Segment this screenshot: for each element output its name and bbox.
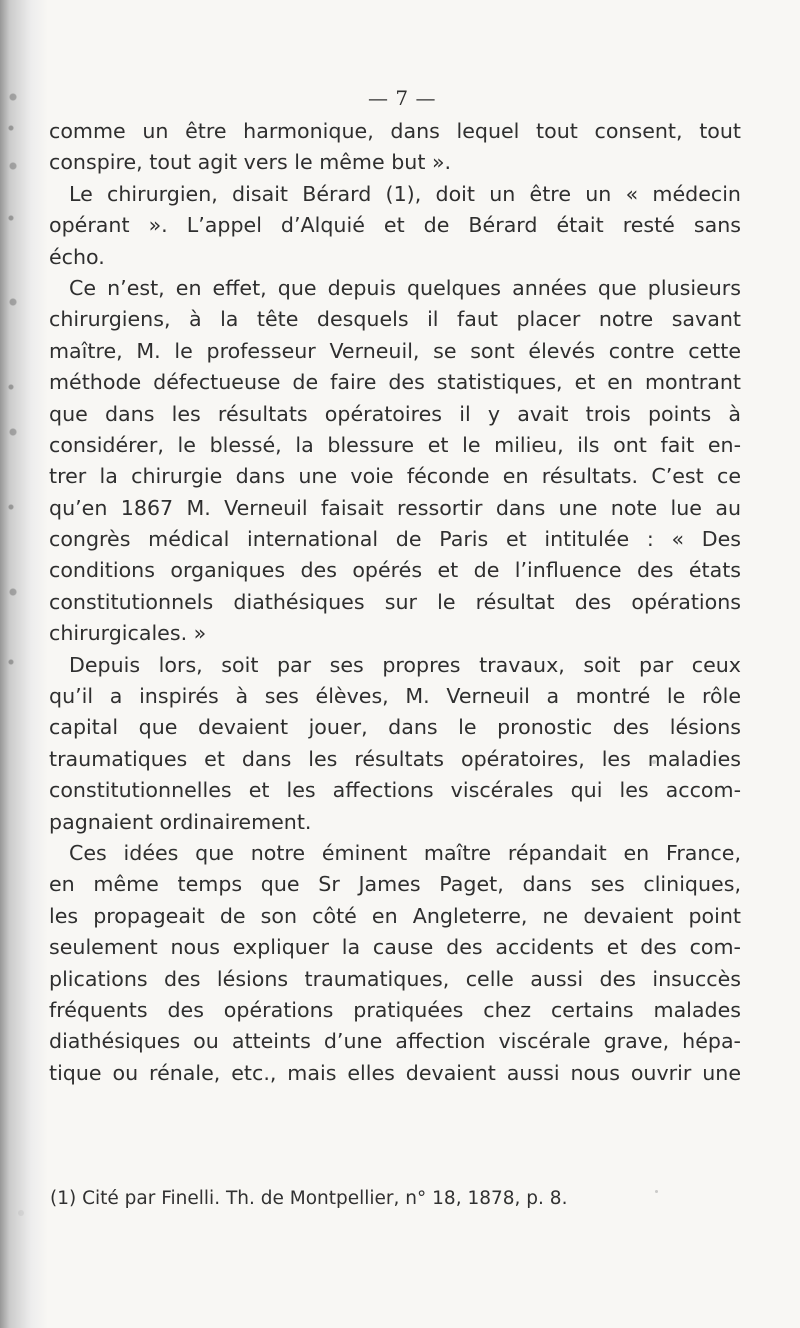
text-line: que dans les résultats opératoires il y avait trois points à: [49, 401, 741, 426]
text-line: méthode défectueuse de faire des statistiques, et en montrant: [49, 370, 741, 395]
text-line: considérer, le blessé, la blessure et le milieu, ils ont fait en-: [49, 432, 741, 457]
body-text: [49, 116, 741, 1089]
footnote: (1) Cité par Finelli. Th. de Montpellier, n° 18, 1878, p. 8.: [50, 1188, 568, 1209]
binding-marks: [0, 72, 18, 692]
paper-speck: [18, 1210, 24, 1216]
text-line: fréquents des opérations pratiquées chez certains malades: [49, 997, 741, 1022]
text-line: constitutionnelles et les affections viscérales qui les accom-: [49, 778, 741, 803]
text-line: qu’il a inspirés à ses élèves, M. Verneuil a montré le rôle: [49, 684, 741, 709]
text-line: plications des lésions traumatiques, celle aussi des insuccès: [49, 966, 741, 991]
text-line: comme un être harmonique, dans lequel tout consent, tout: [49, 119, 741, 143]
text-line: congrès médical international de Paris et intitulée : « Des: [49, 527, 741, 552]
page-number: — 7 —: [368, 86, 436, 110]
text-line: capital que devaient jouer, dans le pronostic des lésions: [49, 715, 741, 740]
text-line: écho.: [49, 244, 105, 269]
text-line: qu’en 1867 M. Verneuil faisait ressortir dans une note lue au: [49, 495, 741, 520]
text-line: chirurgiens, à la tête desquels il faut placer notre savant: [49, 307, 741, 332]
text-line: en même temps que Sr James Paget, dans ses cliniques,: [49, 872, 741, 897]
text-line: Ces idées que notre éminent maître répandait en France,: [69, 840, 741, 865]
text-line: pagnaient ordinairement.: [49, 809, 312, 834]
text-line: Le chirurgien, disait Bérard (1), doit un être un « médecin: [69, 181, 741, 206]
text-line: conditions organiques des opérés et de l’influence des états: [49, 558, 741, 583]
text-line: conspire, tout agit vers le même but ».: [49, 150, 452, 175]
text-line: seulement nous expliquer la cause des accidents et des com-: [49, 935, 741, 960]
text-line: opérant ». L’appel d’Alquié et de Bérard était resté sans: [49, 213, 741, 238]
text-line: tique ou rénale, etc., mais elles devaient aussi nous ouvrir une: [49, 1060, 741, 1085]
text-line: maître, M. le professeur Verneuil, se sont élevés contre cette: [49, 338, 741, 363]
text-line: traumatiques et dans les résultats opératoires, les maladies: [49, 746, 741, 771]
text-line: trer la chirurgie dans une voie féconde en résultats. C’est ce: [49, 464, 741, 489]
text-line: les propageait de son côté en Angleterre, ne devaient point: [49, 903, 741, 928]
text-line: chirurgicales. »: [49, 621, 207, 646]
text-line: Depuis lors, soit par ses propres travaux, soit par ceux: [69, 652, 741, 677]
text-line: Ce n’est, en effet, que depuis quelques années que plusieurs: [69, 275, 741, 300]
paper-speck: [655, 1190, 658, 1193]
text-line: constitutionnels diathésiques sur le résultat des opérations: [49, 589, 741, 614]
text-line: diathésiques ou atteints d’une affection viscérale grave, hépa-: [49, 1029, 741, 1054]
paper-speck: [652, 760, 656, 764]
